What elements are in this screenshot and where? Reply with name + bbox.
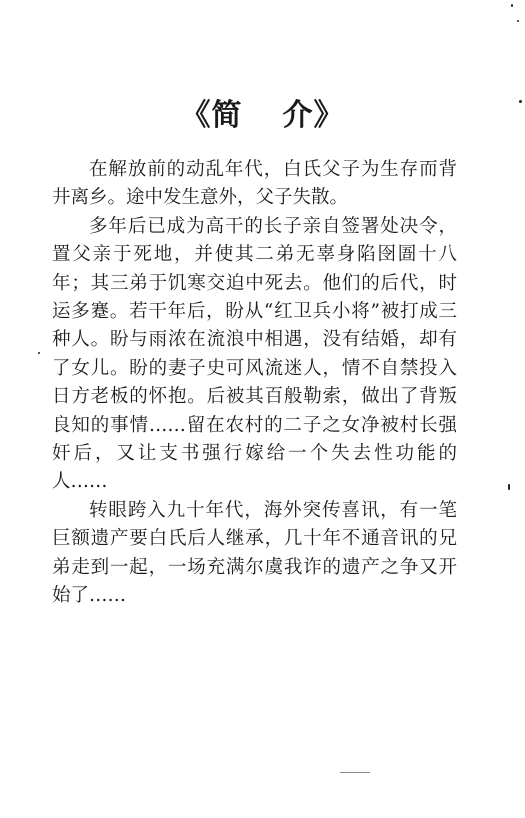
- title-open: 《简: [180, 98, 243, 133]
- scan-speck: [511, 4, 513, 7]
- page-title: [0, 96, 525, 136]
- scan-speck: [517, 20, 519, 22]
- scan-speck: [38, 352, 40, 354]
- scan-mark: [340, 772, 370, 773]
- paragraph: 转眼跨入九十年代，海外突传喜讯，有一笔巨额遗产要白氏后人继承，几十年不通音讯的兄弟走到一起，一场充满尔虞我诈的遗产之争又开始了……: [52, 499, 457, 607]
- synopsis-body: [52, 156, 457, 611]
- scan-speck: [519, 100, 522, 103]
- scan-speck: [508, 484, 510, 490]
- title-close: 介》: [282, 98, 345, 133]
- paragraph: 多年后已成为高干的长子亲自签署处决令，置父亲于死地，并使其二弟无辜身陷囹圄十八年；其三弟于饥寒交迫中死去。他们的后代，时运多蹇。若干年后，盼从“红卫兵小将”被打成三种人。盼与雨浓在流浪中相遇，没有结婚，却有了女儿。盼的妻子史可风流迷人，情不自禁投入日方老板的怀抱。后被其百般勒索，做出了背叛良知的事情……留在农村的二子之女净被村长强奸后，又让支书强行嫁给一个失去性功能的人……: [52, 215, 457, 493]
- paragraph: 在解放前的动乱年代，白氏父子为生存而背井离乡。途中发生意外，父子失散。: [52, 159, 457, 209]
